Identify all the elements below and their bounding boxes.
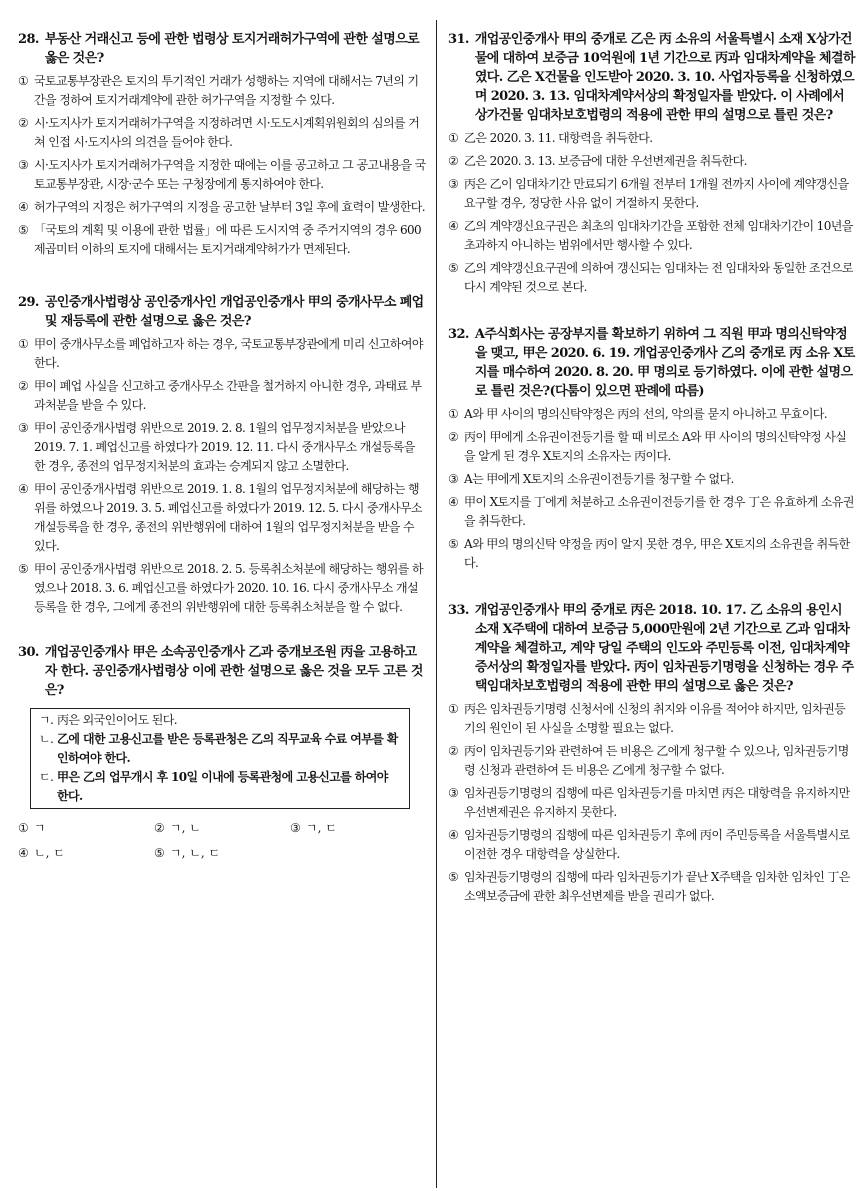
question-number: 33. — [448, 603, 469, 618]
option-5[interactable] — [448, 259, 856, 297]
option-text: 임차권등기명령의 집행에 따른 임차권등기 후에 丙이 주민등록을 서울특별시로 이전한 경우 대항력을 상실한다. — [464, 828, 850, 861]
option-text: 임차권등기명령의 집행에 따라 임차권등기가 끝난 X주택을 임차한 임차인 丁은 소액보증금에 관한 최우선변제를 받을 권리가 없다. — [464, 870, 850, 903]
option-text: 국토교통부장관은 토지의 투기적인 거래가 성행하는 지역에 대해서는 7년의 기간을 정하여 토지거래계약에 관한 허가구역을 지정할 수 있다. — [34, 74, 419, 107]
option-text: 丙이 甲에게 소유권이전등기를 할 때 비로소 A와 甲 사이의 명의신탁약정 사실을 알게 된 경우 X토지의 소유자는 丙이다. — [464, 430, 847, 463]
option-4[interactable] — [448, 493, 856, 531]
option-1[interactable] — [18, 335, 428, 373]
question-32 — [448, 325, 856, 573]
option-text: 시·도지사가 토지거래허가구역을 지정한 때에는 이를 공고하고 그 공고내용을 국토교통부장관, 시장·군수 또는 구청장에게 통지하여야 한다. — [34, 158, 426, 191]
option-text: ㄱ, ㄴ — [170, 821, 201, 835]
option-2[interactable] — [448, 742, 856, 780]
option-3[interactable] — [290, 819, 426, 838]
question-stem — [448, 601, 856, 696]
statement-b — [39, 730, 401, 768]
question-number: 28. — [18, 32, 39, 47]
statement-mark: ㄷ. — [39, 770, 54, 784]
option-4[interactable] — [18, 198, 428, 217]
statement-mark: ㄴ. — [39, 732, 54, 746]
option-number: ③ — [290, 821, 301, 835]
option-text: 丙이 임차권등기와 관련하여 든 비용은 乙에게 청구할 수 있으나, 임차권등기명령 신청과 관련하여 든 비용은 乙에게 청구할 수 없다. — [464, 744, 849, 777]
option-2[interactable] — [448, 152, 856, 171]
option-number: ④ — [448, 495, 459, 509]
question-number: 29. — [18, 295, 39, 310]
question-stem — [448, 30, 856, 125]
option-4[interactable] — [448, 217, 856, 255]
column-divider — [436, 20, 437, 1188]
option-number: ⑤ — [448, 537, 459, 551]
question-29 — [18, 293, 428, 617]
option-text: 甲이 X토지를 丁에게 처분하고 소유권이전등기를 한 경우 丁은 유효하게 소유권을 취득한다. — [464, 495, 854, 528]
option-4[interactable] — [18, 844, 154, 863]
option-number: ① — [448, 702, 459, 716]
option-number: ⑤ — [448, 870, 459, 884]
option-number: ④ — [18, 200, 29, 214]
option-number: ② — [18, 116, 29, 130]
question-text: 개업공인중개사 甲의 중개로 乙은 丙 소유의 서울특별시 소재 X상가건물에 대하여 보증금 10억원에 1년 기간으로 丙과 임대차계약을 체결하였다. 乙은 X건물을 인도받아 2020. 3. 10. 사업자등록을 신청하였으며 2020. 3. 13. 임대차계약서상의 확정일자를 받았다. 이 사례에서 상가건물 임대차보호법령의 적용에 관한 甲의 설명으로 틀린 것은? — [474, 32, 855, 123]
option-number: ④ — [448, 828, 459, 842]
option-text: 乙은 2020. 3. 13. 보증금에 대한 우선변제권을 취득한다. — [464, 154, 747, 168]
option-text: 허가구역의 지정은 허가구역의 지정을 공고한 날부터 3일 후에 효력이 발생한다. — [34, 200, 425, 214]
option-1[interactable] — [448, 129, 856, 148]
question-number: 31. — [448, 32, 469, 47]
option-5[interactable] — [448, 868, 856, 906]
option-1[interactable] — [448, 700, 856, 738]
option-number: ① — [18, 74, 29, 88]
option-number: ④ — [448, 219, 459, 233]
option-text: 甲이 공인중개사법령 위반으로 2019. 1. 8. 1월의 업무정지처분에 해당하는 행위를 하였으나 2019. 3. 5. 폐업신고를 하였다가 2019. 12. 5. 다시 중개사무소 개설등록을 한 경우, 종전의 위반행위에 대하여 1월의 업무정지처분을 받을 수 있다. — [34, 482, 422, 553]
option-1[interactable] — [18, 819, 154, 838]
option-text: 甲이 공인중개사법령 위반으로 2018. 2. 5. 등록취소처분에 해당하는 행위를 하였으나 2018. 3. 6. 폐업신고를 하였다가 2020. 10. 16. 다시 중개사무소 개설등록을 한 경우, 그에게 종전의 위반행위에 대한 등록취소처분을 할 수 없다. — [34, 562, 423, 614]
question-text: 개업공인중개사 甲은 소속공인중개사 乙과 중개보조원 丙을 고용하고자 한다. 공인중개사법령상 이에 관한 설명으로 옳은 것을 모두 고른 것은? — [44, 645, 423, 698]
answer-choices — [18, 819, 428, 869]
option-3[interactable] — [448, 784, 856, 822]
option-5[interactable] — [448, 535, 856, 573]
option-number: ④ — [18, 482, 29, 496]
option-4[interactable] — [18, 480, 428, 556]
question-33 — [448, 601, 856, 906]
statement-mark: ㄱ. — [39, 713, 54, 727]
option-text: ㄱ, ㄷ — [306, 821, 337, 835]
option-number: ① — [448, 131, 459, 145]
option-text: 임차권등기명령의 집행에 따른 임차권등기를 마치면 丙은 대항력을 유지하지만 우선변제권은 유지하지 못한다. — [464, 786, 850, 819]
option-4[interactable] — [448, 826, 856, 864]
question-stem — [18, 293, 428, 331]
option-text: 甲이 공인중개사법령 위반으로 2019. 2. 8. 1월의 업무정지처분을 받았으나 2019. 7. 1. 폐업신고를 하였다가 2019. 12. 11. 다시 중개사무소 개설등록을 한 경우, 종전의 업무정지처분의 효과는 승계되지 않고 소멸한다. — [34, 421, 415, 473]
option-text: ㄱ, ㄴ, ㄷ — [170, 846, 221, 860]
option-number: ③ — [448, 472, 459, 486]
option-text: ㄴ, ㄷ — [34, 846, 65, 860]
option-number: ③ — [448, 786, 459, 800]
option-number: ① — [448, 407, 459, 421]
option-text: 甲이 중개사무소를 폐업하고자 하는 경우, 국토교통부장관에게 미리 신고하여야 한다. — [34, 337, 423, 370]
option-number: ③ — [18, 158, 29, 172]
option-number: ② — [154, 821, 165, 835]
option-text: A와 甲의 명의신탁 약정을 丙이 알지 못한 경우, 甲은 X토지의 소유권을 취득한다. — [464, 537, 850, 570]
statement-text: 丙은 외국인이어도 된다. — [57, 713, 177, 727]
option-5[interactable] — [18, 560, 428, 617]
option-text: A와 甲 사이의 명의신탁약정은 丙의 선의, 악의를 묻지 아니하고 무효이다. — [464, 407, 828, 421]
question-stem — [18, 643, 428, 700]
statement-box — [30, 708, 410, 809]
option-text: 丙은 임차권등기명령 신청서에 신청의 취지와 이유를 적어야 하지만, 임차권등기의 원인이 된 사실을 소명할 필요는 없다. — [464, 702, 846, 735]
option-2[interactable] — [18, 114, 428, 152]
option-number: ⑤ — [448, 261, 459, 275]
question-31 — [448, 30, 856, 297]
option-2[interactable] — [154, 819, 290, 838]
option-text: 乙은 2020. 3. 11. 대항력을 취득한다. — [464, 131, 653, 145]
option-number: ③ — [18, 421, 29, 435]
option-number: ② — [448, 154, 459, 168]
option-1[interactable] — [448, 405, 856, 424]
option-5[interactable] — [154, 844, 290, 863]
option-text: 甲이 폐업 사실을 신고하고 중개사무소 간판을 철거하지 아니한 경우, 과태료 부과처분을 받을 수 있다. — [34, 379, 422, 412]
left-column — [18, 30, 428, 887]
option-text: 「국토의 계획 및 이용에 관한 법률」에 따른 도시지역 중 주거지역의 경우 600제곱미터 이하의 토지에 대해서는 토지거래계약허가가 면제된다. — [34, 223, 422, 256]
option-number: ⑤ — [154, 846, 165, 860]
option-3[interactable] — [18, 419, 428, 476]
statement-text: 乙에 대한 고용신고를 받은 등록관청은 乙의 직무교육 수료 여부를 확인하여야 한다. — [57, 732, 398, 765]
question-text: 개업공인중개사 甲의 중개로 丙은 2018. 10. 17. 乙 소유의 용인시 소재 X주택에 대하여 보증금 5,000만원에 2년 기간으로 乙과 임대차계약을 체결하고, 계약 당일 주택의 인도와 주민등록 이전, 임대차계약증서상의 확정일자를 받았다. 丙이 임차권등기명령을 신청하는 경우 주택임대차보호법령의 적용에 관한 甲의 설명으로 옳은 것은? — [474, 603, 854, 694]
question-stem — [18, 30, 428, 68]
option-text: 乙의 계약갱신요구권에 의하여 갱신되는 임대차는 전 임대차와 동일한 조건으로 다시 계약된 것으로 본다. — [464, 261, 853, 294]
option-number: ② — [18, 379, 29, 393]
option-number: ① — [18, 821, 29, 835]
option-5[interactable] — [18, 221, 428, 259]
option-1[interactable] — [18, 72, 428, 110]
option-number: ② — [448, 744, 459, 758]
option-text: 丙은 乙이 임대차기간 만료되기 6개월 전부터 1개월 전까지 사이에 계약갱신을 요구할 경우, 정당한 사유 없이 거절하지 못한다. — [464, 177, 849, 210]
option-number: ④ — [18, 846, 29, 860]
statement-text: 甲은 乙의 업무개시 후 10일 이내에 등록관청에 고용신고를 하여야 한다. — [57, 770, 388, 803]
question-28 — [18, 30, 428, 259]
question-text: 공인중개사법령상 공인중개사인 개업공인중개사 甲의 중개사무소 폐업 및 재등록에 관한 설명으로 옳은 것은? — [44, 295, 424, 329]
option-text: 乙의 계약갱신요구권은 최초의 임대차기간을 포함한 전체 임대차기간이 10년을 초과하지 아니하는 범위에서만 행사할 수 있다. — [464, 219, 853, 252]
option-number: ① — [18, 337, 29, 351]
question-text: A주식회사는 공장부지를 확보하기 위하여 그 직원 甲과 명의신탁약정을 맺고, 甲은 2020. 6. 19. 개업공인중개사 乙의 중개로 丙 소유 X토지를 매수하여 2020. 8. 20. 甲 명의로 등기하였다. 이에 관한 설명으로 틀린 것은?(다툼이 있으면 판례에 따름) — [474, 327, 855, 399]
question-number: 30. — [18, 645, 39, 660]
question-number: 32. — [448, 327, 469, 342]
question-text: 부동산 거래신고 등에 관한 법령상 토지거래허가구역에 관한 설명으로 옳은 것은? — [44, 32, 420, 66]
statement-c — [39, 768, 401, 806]
question-stem — [448, 325, 856, 401]
option-number: ⑤ — [18, 562, 29, 576]
option-3[interactable] — [448, 175, 856, 213]
option-text: ㄱ — [34, 821, 46, 835]
option-3[interactable] — [448, 470, 856, 489]
option-2[interactable] — [18, 377, 428, 415]
option-2[interactable] — [448, 428, 856, 466]
option-number: ⑤ — [18, 223, 29, 237]
option-number: ③ — [448, 177, 459, 191]
statement-a — [39, 711, 401, 730]
option-text: 시·도지사가 토지거래허가구역을 지정하려면 시·도도시계획위원회의 심의를 거쳐 인접 시·도지사의 의견을 들어야 한다. — [34, 116, 420, 149]
option-number: ② — [448, 430, 459, 444]
question-30 — [18, 643, 428, 869]
right-column — [448, 30, 856, 924]
option-3[interactable] — [18, 156, 428, 194]
option-text: A는 甲에게 X토지의 소유권이전등기를 청구할 수 없다. — [464, 472, 734, 486]
